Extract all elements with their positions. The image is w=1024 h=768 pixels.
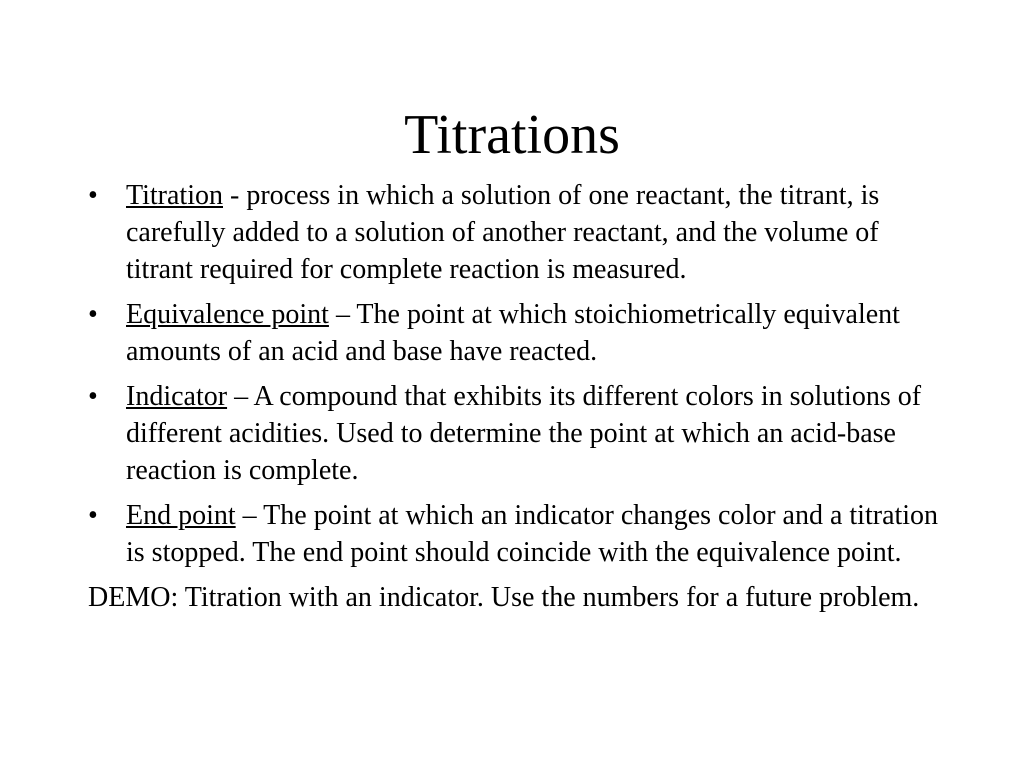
bullet-item-end-point [88,497,948,571]
bullet-list [88,177,948,616]
bullet-item-equivalence-point [88,296,948,370]
definition-text: – The point at which stoichiometrically equivalent amounts of an acid and base have reacted. [126,299,900,367]
term-label: End point [126,500,236,531]
definition-text: – A compound that exhibits its different colors in solutions of different acidities. Used to determine the point at which an acid-base reaction is complete. [126,381,922,486]
term-label: Titration [126,180,223,211]
term-label: Indicator [126,381,228,412]
bullet-dot-icon: • [88,500,98,531]
bullet-item-indicator [88,378,948,489]
definition-text: – The point at which an indicator changes color and a titration is stopped. The end point should coincide with the equivalence point. [126,500,939,568]
bullet-dot-icon: • [88,299,98,330]
term-label: Equivalence point [126,299,329,330]
bullet-dot-icon: • [88,381,98,412]
demo-note: DEMO: Titration with an indicator. Use the numbers for a future problem. [88,582,920,613]
definition-text: - process in which a solution of one reactant, the titrant, is carefully added to a solution of another reactant, and the volume of titrant required for complete reaction is measured. [126,180,880,285]
bullet-item-titration [88,177,948,288]
slide-title: Titrations [404,104,620,166]
bullet-dot-icon: • [88,180,98,211]
